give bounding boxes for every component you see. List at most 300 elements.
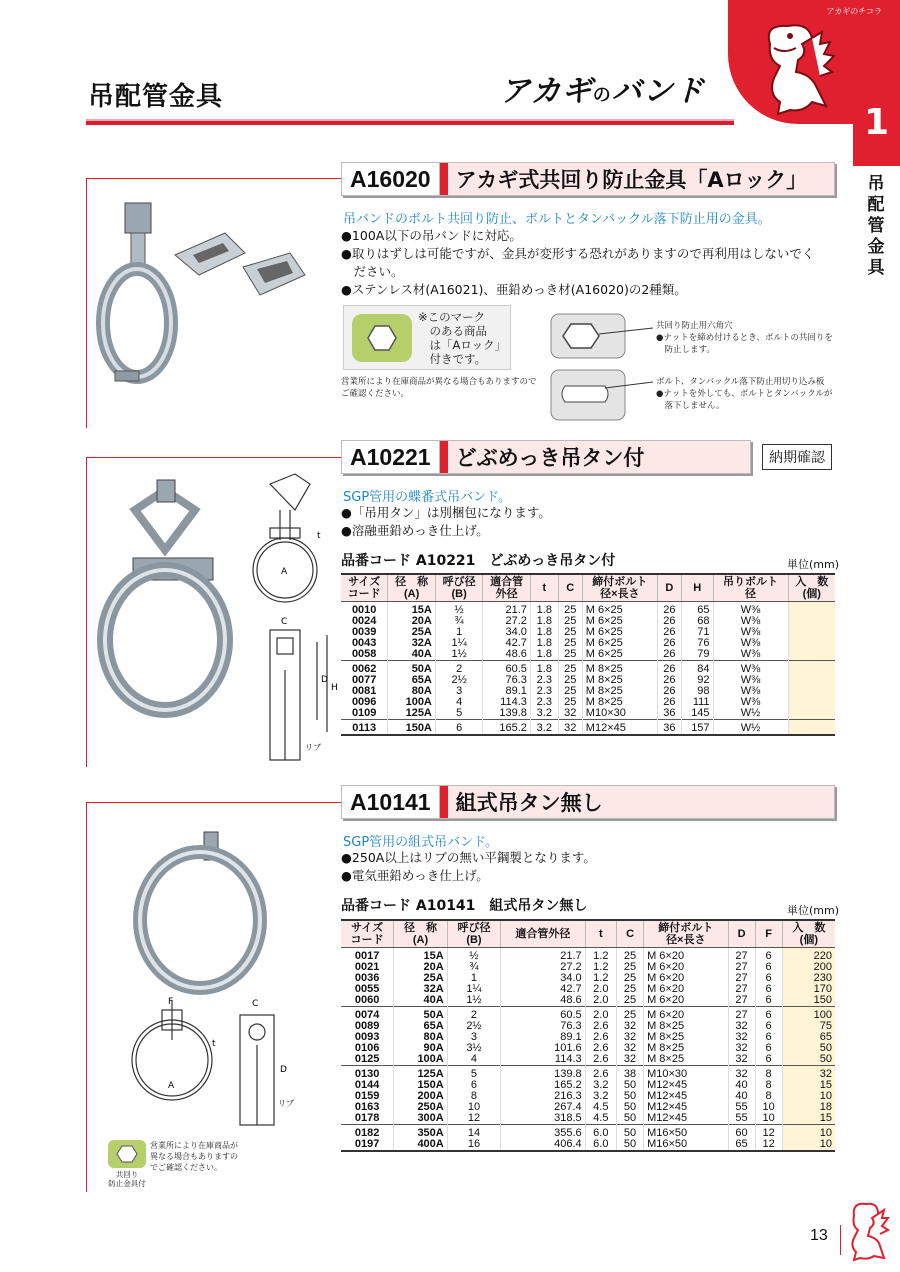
dim-c-label: C [281,617,288,627]
table-cell: 14 [447,1125,500,1140]
table-cell: 26 [657,697,681,708]
table-cell: 2.6 [585,1021,616,1032]
table-cell: 0178 [354,1112,380,1124]
table-cell: 0081 [351,685,377,697]
page-number: 13 [810,1227,828,1244]
section3-intro: SGP管用の組式吊バンド。 [343,835,498,850]
table-cell: 80A [394,1032,447,1043]
table-cell: 1.8 [530,661,558,676]
table-cell: 32 [558,720,582,736]
table-cell: 25 [617,962,644,973]
table-cell: W⅜ [713,661,788,676]
table-cell: 65 [728,1139,755,1151]
table-cell: ¾ [447,962,500,973]
table-cell: M 6×20 [644,1007,728,1022]
section1-code: A16020 [342,163,440,195]
table-cell: 60.5 [483,661,531,676]
table-cell: 25 [617,995,644,1007]
section1-left-rule [86,178,87,428]
table-cell: ½ [447,948,500,963]
table-cell: 38 [617,1066,644,1081]
table-cell: 27 [728,962,755,973]
table-cell: 0093 [354,1031,380,1043]
table-cell: 21.7 [483,602,531,617]
mark-line: ※このマーク [418,310,486,324]
table-cell: M 6×20 [644,984,728,995]
dim-c-label-2: C [252,999,259,1009]
table-cell: 40A [394,995,447,1007]
table-cell: 21.7 [501,948,585,963]
table-cell: 2.6 [585,1066,616,1081]
table-cell: 1¼ [435,638,483,649]
section2-bullet: ●溶融亜鉛めっき仕上げ。 [341,523,489,538]
table2-unit: 単位(mm) [787,558,840,571]
table-cell: 139.8 [483,708,531,720]
column-header: 締付ボルト 径×長さ [582,574,657,602]
table-cell: 12 [755,1139,782,1151]
callout1-title: 共回り防止用六角穴 [656,321,733,331]
section3-name: 組式吊タン無し [448,786,834,818]
spec-table-a10141 [341,919,835,1152]
footer-rule [840,1225,841,1255]
table-row [341,1113,835,1125]
table-cell: M12×45 [644,1113,728,1125]
table-cell: 4.5 [585,1113,616,1125]
chapter-tab[interactable]: 1 [853,88,900,166]
table-cell: 111 [681,697,713,708]
mark-line: 付きです。 [418,352,487,366]
table-cell: 92 [681,675,713,686]
table-cell: 6 [755,1007,782,1022]
table-cell: 0058 [351,648,377,660]
section3-code: A10141 [342,786,440,818]
table-cell: 2.3 [530,675,558,686]
aloc-band-photo [95,195,335,385]
section1-connector [86,178,341,179]
section2-name: どぶめっき吊タン付 [448,441,750,473]
dragon-mascot-icon [750,14,846,116]
dim-a-label: A [281,567,288,577]
table-cell: 25A [388,627,436,638]
section2-bullet: ●「吊用タン」は別梱包になります。 [341,505,551,520]
dim-t-label: t [317,531,321,541]
note-line: 営業所により在庫商品が異なる場合もありますので [341,377,537,387]
table-cell: 89.1 [501,1032,585,1043]
table-cell: 2.6 [585,1032,616,1043]
table-cell: M 8×25 [644,1054,728,1066]
table-cell: 65A [394,1021,447,1032]
table-cell [788,675,835,686]
table-cell: 2.0 [585,984,616,995]
table-cell: 6 [755,973,782,984]
dim-a-label-2: A [168,1081,175,1091]
table-cell: M 8×25 [582,686,657,697]
table-cell: 5 [447,1066,500,1081]
table-cell: 0106 [354,1042,380,1054]
callout1-line: 防止します。 [656,345,715,355]
table-cell: 68 [681,616,713,627]
table-cell: 40A [388,649,436,661]
table-cell: 8 [755,1066,782,1081]
table-cell: 32 [728,1054,755,1066]
table-cell: ¾ [435,616,483,627]
side-label-line: 共回り [115,1170,139,1179]
table-cell: 400A [394,1139,447,1151]
table-cell [788,602,835,617]
table-row [341,1080,835,1091]
section3-header [341,785,835,819]
table-cell: 60 [728,1125,755,1140]
table-cell: 114.3 [501,1054,585,1066]
side-note-line: でご確認ください。 [150,1163,222,1172]
aloc-hex-mark-small-icon [108,1140,146,1168]
table-cell: 27 [728,995,755,1007]
table-cell: 0197 [354,1138,380,1150]
table-cell: 165.2 [483,720,531,736]
brand-tail: バンド [611,74,705,109]
table-cell: 6 [755,984,782,995]
table-row [341,720,835,736]
callout1-line: ●ナットを締め付けるとき、ボルトの共回りを [656,333,833,343]
table-cell: 300A [394,1113,447,1125]
section3-left-rule [86,802,87,1192]
callout2-line: ●ナットを外しても、ボルトとタンバックルが [656,389,833,399]
table-cell: 157 [681,720,713,736]
table-cell: M 8×25 [582,675,657,686]
table-cell: 26 [657,686,681,697]
table-cell: 0182 [341,1125,394,1140]
section1-bullets [341,227,841,299]
column-header: 入 数 (個) [788,574,835,602]
table-cell: 50A [394,1007,447,1022]
table-row [341,602,835,617]
table-cell: 48.6 [501,995,585,1007]
section2-left-rule [86,457,87,767]
table-cell [788,616,835,627]
table-cell: M 8×25 [644,1043,728,1054]
table-row [341,661,835,676]
column-header: D [728,920,755,948]
table-cell [788,697,835,708]
section2-intro: SGP管用の蝶番式吊バンド。 [343,490,511,505]
table-cell: 20A [388,616,436,627]
table-cell [788,708,835,720]
table-cell: 0017 [341,948,394,963]
table-cell: 32 [617,1054,644,1066]
table-cell: 3.2 [585,1091,616,1102]
table-cell: 27 [728,984,755,995]
table-cell: 3.2 [530,720,558,736]
table-cell: 25 [558,638,582,649]
column-header: サイズ コード [341,574,388,602]
table3-unit: 単位(mm) [787,904,840,917]
table-cell: 6 [755,995,782,1007]
table-cell: 50 [617,1091,644,1102]
table-cell: 76 [681,638,713,649]
table-cell: 3½ [447,1043,500,1054]
table-cell: 25 [617,1007,644,1022]
column-header: t [530,574,558,602]
table-cell: 0130 [341,1066,394,1081]
table-cell: 3.2 [530,708,558,720]
table-cell: 0159 [354,1090,380,1102]
table-cell: 60.5 [501,1007,585,1022]
table-cell: 0010 [341,602,388,617]
table-cell: 32 [558,708,582,720]
table-cell: 3 [447,1032,500,1043]
table-cell: 406.4 [501,1139,585,1151]
brand-title [500,66,705,110]
table-cell: 65 [782,1032,835,1043]
table-cell: 1 [447,973,500,984]
mark-line: のある商品 [418,324,487,338]
table-cell: ½ [435,602,483,617]
table-cell: 2½ [435,675,483,686]
table-cell: 27 [728,948,755,963]
table-cell: 25 [558,697,582,708]
table-cell: 25A [394,973,447,984]
table-cell: 1.8 [530,638,558,649]
brand-main: アカギ [500,74,593,109]
table-cell: W½ [713,708,788,720]
column-header: 適合管 外径 [483,574,531,602]
table-cell: 34.0 [483,627,531,638]
table-cell: 16 [447,1139,500,1151]
table3-title: 品番コード A10141 組式吊タン無し [341,898,588,914]
table-cell: 2½ [447,1021,500,1032]
section1-intro: 吊バンドのボルト共回り防止、ボルトとタンバックル落下防止用の金具。 [343,212,771,227]
callout2-line: 落下しません。 [656,401,725,411]
table-cell: 165.2 [501,1080,585,1091]
table-cell: 0077 [351,674,377,686]
note-line: ご確認ください。 [341,389,410,399]
table-cell: W⅜ [713,649,788,661]
section1-header [341,162,835,196]
column-header: t [585,920,616,948]
column-header: 入 数 (個) [782,920,835,948]
mascot-caption: アカギのチコラ [826,7,882,16]
table-cell: 84 [681,661,713,676]
table-cell: 1.2 [585,962,616,973]
table-cell: 25 [558,602,582,617]
section3-accent [440,786,448,818]
table-cell: 0113 [341,720,388,736]
delivery-confirm-badge: 納期確認 [762,444,832,470]
table-cell: 65 [681,602,713,617]
table-cell: 25 [617,973,644,984]
table-cell: W⅜ [713,602,788,617]
table-cell: 6 [755,1043,782,1054]
table-cell [788,686,835,697]
table-cell: 50 [617,1080,644,1091]
table-cell: 6 [755,1021,782,1032]
table-cell: 0096 [351,696,377,708]
table-cell: 230 [782,973,835,984]
table-cell: 150A [388,720,436,736]
table-cell: 26 [657,638,681,649]
mark-line: は「Aロック」 [418,338,507,352]
table-cell: 100 [782,1007,835,1022]
table-cell: 6 [755,1032,782,1043]
table-cell: 2 [435,661,483,676]
table-cell [788,720,835,736]
table-cell: 2.0 [585,995,616,1007]
table-cell: 0036 [354,972,380,984]
table-cell: 2 [447,1007,500,1022]
section3-bullet: ●250A以上はリブの無い平鋼製となります。 [341,850,596,865]
table-cell: W⅜ [713,638,788,649]
table-cell: M10×30 [644,1066,728,1081]
section2-code: A10221 [342,441,440,473]
table-cell: 25 [617,984,644,995]
rib-label: リブ [305,743,321,752]
spec-table-a10221 [341,573,835,736]
table-cell: 76.3 [483,675,531,686]
table-cell: 26 [657,661,681,676]
table-row [341,1139,835,1151]
table-cell: 8 [755,1091,782,1102]
table-cell: M 6×20 [644,995,728,1007]
table-row [341,995,835,1007]
table-cell: 145 [681,708,713,720]
table-cell: 10 [755,1102,782,1113]
section2-connector [86,457,341,458]
table-cell: 318.5 [501,1113,585,1125]
table-cell [788,638,835,649]
assembled-band-photo-and-drawing [100,810,335,1140]
table-cell: 32 [728,1043,755,1054]
table-cell: 10 [782,1139,835,1151]
table-cell: 250A [394,1102,447,1113]
table-cell: 15 [782,1080,835,1091]
table-cell: 0062 [341,661,388,676]
dim-d-label-2: D [280,1065,287,1075]
table-cell: 6 [755,948,782,963]
table-cell: M 8×25 [644,1032,728,1043]
rib-label-2: リブ [278,1099,294,1108]
table-cell: 100A [388,697,436,708]
section1-bullet: ●取りはずしは可能ですが、金具が変形する恐れがありますので再利用はしないでく [341,246,815,261]
table-cell: 1½ [435,649,483,661]
header-rule [86,119,734,125]
table-cell: M 8×25 [644,1021,728,1032]
table-cell: M16×50 [644,1139,728,1151]
column-header: H [681,574,713,602]
table-cell: M12×45 [644,1102,728,1113]
table-cell: 1½ [447,995,500,1007]
table-cell: 100A [394,1054,447,1066]
table-cell: 6 [435,720,483,736]
table-cell: 32 [617,1032,644,1043]
table-cell: 355.6 [501,1125,585,1140]
table-cell: 101.6 [501,1043,585,1054]
table-cell: 98 [681,686,713,697]
table-cell: 26 [657,627,681,638]
table-cell: 8 [755,1080,782,1091]
table-cell: 25 [558,686,582,697]
table-cell: 50 [617,1102,644,1113]
table-cell: M 6×25 [582,638,657,649]
table-cell: M12×45 [644,1080,728,1091]
table-row [341,1043,835,1054]
table-cell: 25 [558,616,582,627]
table-cell: 27 [728,1007,755,1022]
table-cell: 55 [728,1102,755,1113]
table-cell: 90A [394,1043,447,1054]
table-cell: 15 [782,1113,835,1125]
callout2-title: ボルト、タンバックル落下防止用切り込み板 [656,377,825,387]
table-cell: 12 [447,1113,500,1125]
table-cell: 4 [447,1054,500,1066]
section1-bullet: ●ステンレス材(A16021)、亜鉛めっき材(A16020)の2種類。 [341,282,687,297]
table-cell: 3 [435,686,483,697]
table-cell: M 8×25 [582,697,657,708]
callout2 [656,376,832,412]
section1-accent [440,163,448,195]
table-cell: W⅜ [713,675,788,686]
table-cell: 2.3 [530,697,558,708]
table-cell: 32 [782,1066,835,1081]
section2-accent [440,441,448,473]
table-cell: 10 [782,1125,835,1140]
aloc-detail-diagrams [545,308,655,426]
table-cell: 48.6 [483,649,531,661]
section3-bullet: ●電気亜鉛めっき仕上げ。 [341,868,489,883]
table-cell: 42.7 [483,638,531,649]
table-cell: 200A [394,1091,447,1102]
table-cell: 0039 [351,626,377,638]
table-cell: 20A [394,962,447,973]
table-cell: 4 [435,697,483,708]
table-cell: 50 [617,1113,644,1125]
aloc-small-label [108,1170,146,1188]
table-row [341,973,835,984]
table-row [341,649,835,661]
table-cell: M 8×25 [582,661,657,676]
table-cell: M 6×25 [582,649,657,661]
table-cell: 10 [755,1113,782,1125]
table-cell: 1.8 [530,616,558,627]
table-cell: M 6×20 [644,962,728,973]
table-cell: 15A [388,602,436,617]
table-cell: M 6×25 [582,627,657,638]
table-cell: 55 [728,1113,755,1125]
dim-f-label: F [168,997,174,1007]
side-note-line: 異なる場合もありますの [150,1152,238,1161]
table-cell: 0089 [354,1020,380,1032]
column-header: C [558,574,582,602]
table-cell: 65A [388,675,436,686]
table-cell: 26 [657,602,681,617]
table-cell: 80A [388,686,436,697]
table-cell: M12×45 [644,1091,728,1102]
section3-bullets [341,849,596,885]
table-cell: 32A [394,984,447,995]
table-cell: 1.8 [530,627,558,638]
table-cell: 150 [782,995,835,1007]
table-cell: M10×30 [582,708,657,720]
table-cell: 4.5 [585,1102,616,1113]
table-cell: 79 [681,649,713,661]
table-cell: 15A [394,948,447,963]
table-cell: 10 [447,1102,500,1113]
table-cell: 25 [558,649,582,661]
table-cell: 3.2 [585,1080,616,1091]
table-cell: 36 [657,720,681,736]
table-cell: 26 [657,616,681,627]
table-cell: 125A [388,708,436,720]
table-cell: 2.6 [585,1054,616,1066]
